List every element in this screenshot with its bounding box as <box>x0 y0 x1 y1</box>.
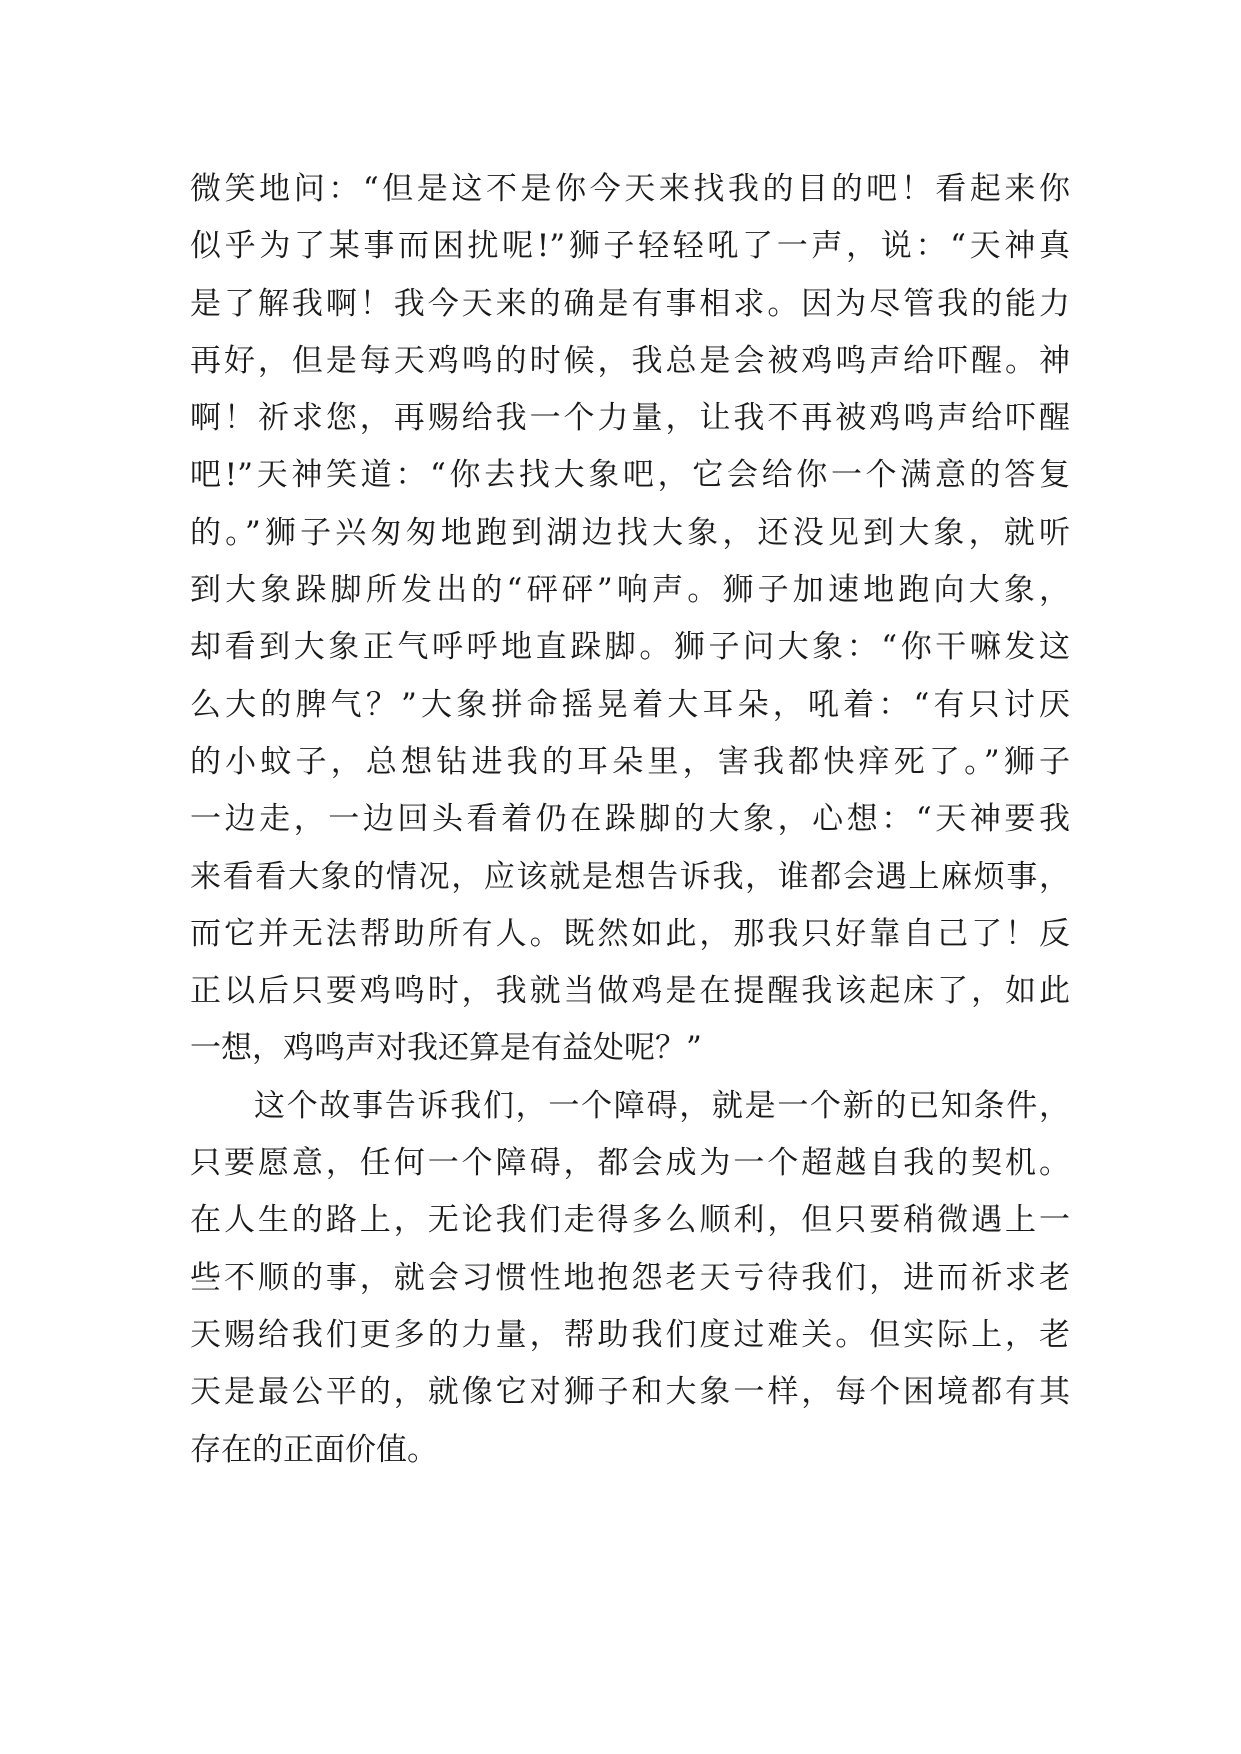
text-line: 是了解我啊！我今天来的确是有事相求。因为尽管我的能力 <box>190 285 1070 322</box>
text-line: 来看看大象的情况，应该就是想告诉我，谁都会遇上麻烦事， <box>190 858 1070 895</box>
text-line: 在人生的路上，无论我们走得多么顺利，但只要稍微遇上一 <box>190 1202 1070 1239</box>
text-line: 而它并无法帮助所有人。既然如此，那我只好靠自己了！反 <box>190 915 1070 952</box>
paragraph-1 <box>190 161 1070 1078</box>
text-line: 只要愿意，任何一个障碍，都会成为一个超越自我的契机。 <box>190 1145 1070 1182</box>
text-line: 一边走，一边回头看着仍在跺脚的大象，心想：“天神要我 <box>190 801 1070 838</box>
text-line: 天是最公平的，就像它对狮子和大象一样，每个困境都有其 <box>190 1374 1070 1411</box>
paragraph-2 <box>190 1078 1070 1479</box>
text-line: 再好，但是每天鸡鸣的时候，我总是会被鸡鸣声给吓醒。神 <box>190 342 1070 379</box>
text-line: 微笑地问：“但是这不是你今天来找我的目的吧！看起来你 <box>190 171 1070 207</box>
body-text <box>190 161 1070 1479</box>
text-line: 吧!”天神笑道：“你去找大象吧，它会给你一个满意的答复 <box>190 457 1070 494</box>
text-line: 却看到大象正气呼呼地直跺脚。狮子问大象：“你干嘛发这 <box>190 629 1070 666</box>
text-line: 存在的正面价值。 <box>190 1431 438 1468</box>
text-line: 些不顺的事，就会习惯性地抱怨老天亏待我们，进而祈求老 <box>190 1259 1070 1296</box>
text-line: 天赐给我们更多的力量，帮助我们度过难关。但实际上，老 <box>190 1316 1070 1353</box>
text-line: 一想，鸡鸣声对我还算是有益处呢？” <box>190 1030 702 1067</box>
text-line: 似乎为了某事而困扰呢!”狮子轻轻吼了一声，说：“天神真 <box>190 228 1070 265</box>
text-line: 么大的脾气？”大象拼命摇晃着大耳朵，吼着：“有只讨厌 <box>190 686 1070 723</box>
text-line: 正以后只要鸡鸣时，我就当做鸡是在提醒我该起床了，如此 <box>190 973 1070 1010</box>
text-line: 的小蚊子，总想钻进我的耳朵里，害我都快痒死了。”狮子 <box>190 743 1070 780</box>
text-line: 到大象跺脚所发出的“砰砰”响声。狮子加速地跑向大象， <box>190 572 1070 609</box>
text-line: 的。”狮子兴匆匆地跑到湖边找大象，还没见到大象，就听 <box>190 514 1070 551</box>
text-line: 啊！祈求您，再赐给我一个力量，让我不再被鸡鸣声给吓醒 <box>190 400 1070 437</box>
text-line: 这个故事告诉我们，一个障碍，就是一个新的已知条件， <box>254 1087 1070 1124</box>
